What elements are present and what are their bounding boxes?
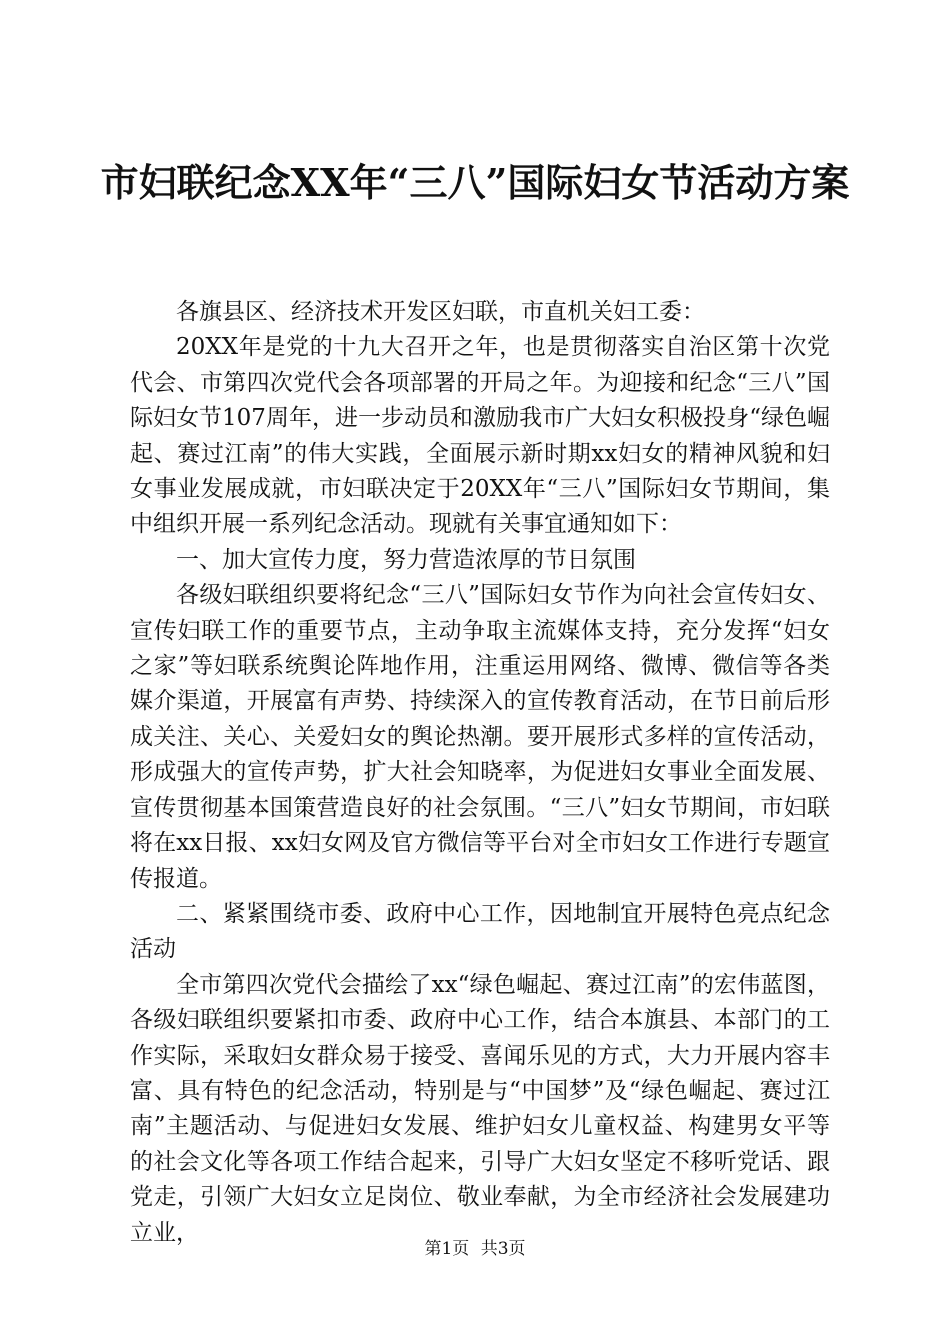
page-footer: [0, 1238, 950, 1260]
section-body-1: 各级妇联组织要将纪念“三八”国际妇女节作为向社会宣传妇女、宣传妇联工作的重要节点，主动争取主流媒体支持，充分发挥“妇女之家”等妇联系统舆论阵地作用，注重运用网络、微博、微信等各类媒介渠道，开展富有声势、持续深入的宣传教育活动，在节日前后形成关注、关心、关爱妇女的舆论热潮。要开展形式多样的宣传活动，形成强大的宣传声势，扩大社会知晓率，为促进妇女事业全面发展、宣传贯彻基本国策营造良好的社会氛围。“三八”妇女节期间，市妇联将在xx日报、xx妇女网及官方微信等平台对全市妇女工作进行专题宣传报道。: [130, 582, 830, 892]
section-heading-1: 一、加大宣传力度，努力营造浓厚的节日氛围: [176, 546, 636, 573]
page-number-total: 共3页: [480, 1239, 526, 1259]
section-body-2: 全市第四次党代会描绘了xx“绿色崛起、赛过江南”的宏伟蓝图，各级妇联组织要紧扣市委、政府中心工作，结合本旗县、本部门的工作实际，采取妇女群众易于接受、喜闻乐见的方式，大力开展内容丰富、具有特色的纪念活动，特别是与“中国梦”及“绿色崛起、赛过江南”主题活动、与促进妇女发展、维护妇女儿童权益、构建男女平等的社会文化等各项工作结合起来，引导广大妇女坚定不移听党话、跟党走，引领广大妇女立足岗位、敬业奉献，为全市经济社会发展建功立业，: [130, 971, 830, 1246]
intro-paragraph: 20XX年是党的十九大召开之年，也是贯彻落实自治区第十次党代会、市第四次党代会各项部署的开局之年。为迎接和纪念“三八”国际妇女节107周年，进一步动员和激励我市广大妇女积极投身“绿色崛起、赛过江南”的伟大实践，全面展示新时期xx妇女的精神风貌和妇女事业发展成就，市妇联决定于20XX年“三八”国际妇女节期间，集中组织开展一系列纪念活动。现就有关事宜通知如下：: [130, 334, 830, 538]
salutation-paragraph: 各旗县区、经济技术开发区妇联，市直机关妇工委：: [176, 299, 705, 325]
section-heading-2: 二、紧紧围绕市委、政府中心工作，因地制宜开展特色亮点纪念活动: [130, 900, 830, 963]
document-title: 市妇联纪念XX年“三八”国际妇女节活动方案: [100, 160, 850, 205]
page-number-current: 第1页: [424, 1239, 470, 1259]
document-body: [130, 295, 830, 1251]
